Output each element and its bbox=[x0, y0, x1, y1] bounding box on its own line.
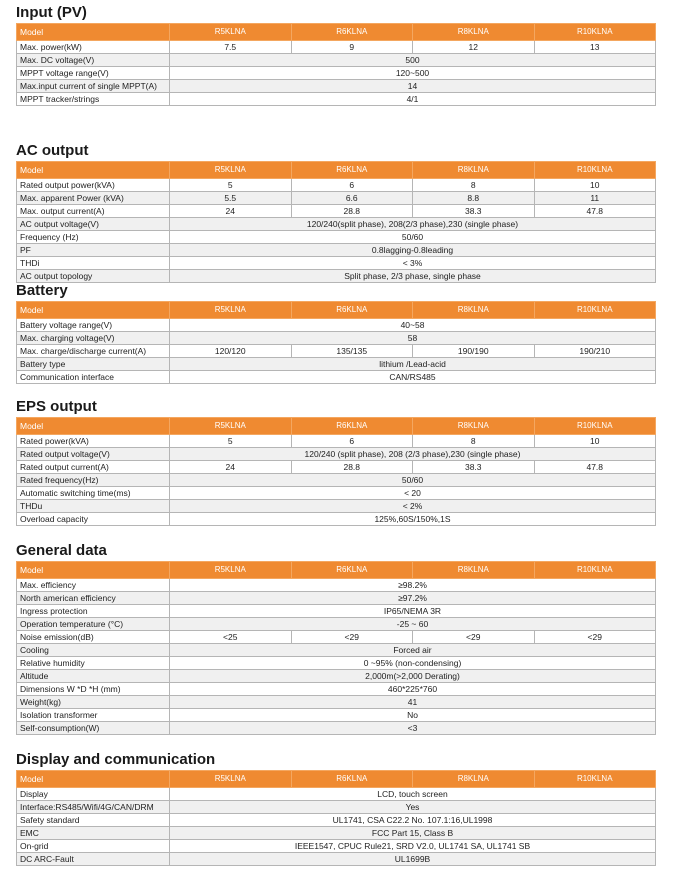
model-header-r10klna: R10KLNA bbox=[534, 562, 656, 579]
row-value-all-models: ≥97.2% bbox=[170, 592, 656, 605]
row-label: MPPT voltage range(V) bbox=[17, 67, 170, 80]
table-row bbox=[17, 244, 656, 257]
section-eps-output bbox=[16, 397, 655, 526]
table-row bbox=[17, 840, 656, 853]
row-label: On-grid bbox=[17, 840, 170, 853]
row-value-all-models: Forced air bbox=[170, 644, 656, 657]
row-value-r8klna: 8.8 bbox=[413, 192, 535, 205]
row-value-r8klna: 12 bbox=[413, 41, 535, 54]
row-value-all-models: 500 bbox=[170, 54, 656, 67]
row-value-all-models: <3 bbox=[170, 722, 656, 735]
model-header-r10klna: R10KLNA bbox=[534, 418, 656, 435]
row-value-r5klna: 5 bbox=[170, 179, 292, 192]
table-row bbox=[17, 709, 656, 722]
row-value-r6klna: 28.8 bbox=[291, 205, 413, 218]
row-value-all-models: IEEE1547, CPUC Rule21, SRD V2.0, UL1741 SA, UL1741 SB bbox=[170, 840, 656, 853]
row-value-all-models: < 2% bbox=[170, 500, 656, 513]
table-row bbox=[17, 80, 656, 93]
section-title: General data bbox=[16, 542, 107, 559]
section-title: Battery bbox=[16, 282, 68, 299]
model-header-r6klna: R6KLNA bbox=[291, 771, 413, 788]
table-header-row bbox=[17, 24, 656, 41]
table-header-row bbox=[17, 418, 656, 435]
row-value-all-models: 4/1 bbox=[170, 93, 656, 106]
row-value-all-models: 120/240(split phase), 208(2/3 phase),230 (single phase) bbox=[170, 218, 656, 231]
row-value-all-models: 14 bbox=[170, 80, 656, 93]
row-label: EMC bbox=[17, 827, 170, 840]
spec-table bbox=[16, 23, 656, 106]
row-value-r6klna: 6 bbox=[291, 179, 413, 192]
model-header-r10klna: R10KLNA bbox=[534, 771, 656, 788]
table-row bbox=[17, 345, 656, 358]
row-value-r6klna: 9 bbox=[291, 41, 413, 54]
row-value-all-models: lithium /Lead-acid bbox=[170, 358, 656, 371]
row-value-all-models: 0.8lagging-0.8leading bbox=[170, 244, 656, 257]
row-value-r5klna: 7.5 bbox=[170, 41, 292, 54]
row-label: Frequency (Hz) bbox=[17, 231, 170, 244]
spec-table bbox=[16, 561, 656, 735]
row-value-r10klna: 11 bbox=[534, 192, 656, 205]
row-value-all-models: Yes bbox=[170, 801, 656, 814]
model-header-r10klna: R10KLNA bbox=[534, 162, 656, 179]
row-label: Max. power(kW) bbox=[17, 41, 170, 54]
model-header-r6klna: R6KLNA bbox=[291, 562, 413, 579]
table-row bbox=[17, 435, 656, 448]
table-row bbox=[17, 319, 656, 332]
row-value-r8klna: 8 bbox=[413, 435, 535, 448]
table-row bbox=[17, 827, 656, 840]
section-title: Display and communication bbox=[16, 751, 216, 768]
row-value-all-models: 0 ~95% (non-condensing) bbox=[170, 657, 656, 670]
row-label: DC ARC-Fault bbox=[17, 853, 170, 866]
model-header-r6klna: R6KLNA bbox=[291, 302, 413, 319]
row-label: Interface:RS485/Wifi/4G/CAN/DRM bbox=[17, 801, 170, 814]
row-value-r6klna: 135/135 bbox=[291, 345, 413, 358]
table-row bbox=[17, 605, 656, 618]
row-value-r10klna: <29 bbox=[534, 631, 656, 644]
row-label: Overload capacity bbox=[17, 513, 170, 526]
table-row bbox=[17, 257, 656, 270]
row-value-r10klna: 13 bbox=[534, 41, 656, 54]
table-row bbox=[17, 54, 656, 67]
table-row bbox=[17, 513, 656, 526]
model-header-label: Model bbox=[17, 24, 170, 41]
table-row bbox=[17, 332, 656, 345]
row-label: MPPT tracker/strings bbox=[17, 93, 170, 106]
spec-table bbox=[16, 770, 656, 866]
row-label: Display bbox=[17, 788, 170, 801]
row-value-r10klna: 190/210 bbox=[534, 345, 656, 358]
table-row bbox=[17, 788, 656, 801]
row-value-r10klna: 10 bbox=[534, 179, 656, 192]
model-header-r8klna: R8KLNA bbox=[413, 162, 535, 179]
row-value-r10klna: 47.8 bbox=[534, 205, 656, 218]
table-header-row bbox=[17, 771, 656, 788]
row-label: Rated output power(kVA) bbox=[17, 179, 170, 192]
row-value-all-models: 41 bbox=[170, 696, 656, 709]
section-title: AC output bbox=[16, 142, 89, 159]
row-label: Rated output current(A) bbox=[17, 461, 170, 474]
row-value-r5klna: 120/120 bbox=[170, 345, 292, 358]
row-value-all-models: LCD, touch screen bbox=[170, 788, 656, 801]
row-value-r6klna: 6.6 bbox=[291, 192, 413, 205]
table-row bbox=[17, 618, 656, 631]
table-row bbox=[17, 644, 656, 657]
section-title: EPS output bbox=[16, 398, 97, 415]
row-label: Altitude bbox=[17, 670, 170, 683]
model-header-label: Model bbox=[17, 418, 170, 435]
spec-table bbox=[16, 417, 656, 526]
row-value-all-models: 58 bbox=[170, 332, 656, 345]
row-label: Max. charging voltage(V) bbox=[17, 332, 170, 345]
table-row bbox=[17, 801, 656, 814]
model-header-r8klna: R8KLNA bbox=[413, 771, 535, 788]
table-row bbox=[17, 41, 656, 54]
spec-table bbox=[16, 161, 656, 283]
row-value-all-models: CAN/RS485 bbox=[170, 371, 656, 384]
table-row bbox=[17, 231, 656, 244]
row-value-all-models: IP65/NEMA 3R bbox=[170, 605, 656, 618]
row-label: North american efficiency bbox=[17, 592, 170, 605]
table-row bbox=[17, 696, 656, 709]
section-battery bbox=[16, 281, 655, 384]
row-value-all-models: -25 ~ 60 bbox=[170, 618, 656, 631]
table-header-row bbox=[17, 162, 656, 179]
table-row bbox=[17, 67, 656, 80]
model-header-r8klna: R8KLNA bbox=[413, 418, 535, 435]
row-value-all-models: 125%,60S/150%,1S bbox=[170, 513, 656, 526]
section-general-data bbox=[16, 541, 655, 735]
model-header-r5klna: R5KLNA bbox=[170, 771, 292, 788]
row-value-all-models: < 20 bbox=[170, 487, 656, 500]
row-label: Rated power(kVA) bbox=[17, 435, 170, 448]
model-header-label: Model bbox=[17, 162, 170, 179]
model-header-label: Model bbox=[17, 302, 170, 319]
section-title: Input (PV) bbox=[16, 4, 87, 21]
row-value-r8klna: 8 bbox=[413, 179, 535, 192]
row-label: Dimensions W *D *H (mm) bbox=[17, 683, 170, 696]
row-label: Safety standard bbox=[17, 814, 170, 827]
row-label: AC output topology bbox=[17, 270, 170, 283]
row-value-r6klna: 28.8 bbox=[291, 461, 413, 474]
model-header-r5klna: R5KLNA bbox=[170, 302, 292, 319]
table-row bbox=[17, 657, 656, 670]
table-row bbox=[17, 179, 656, 192]
row-value-all-models: 50/60 bbox=[170, 474, 656, 487]
table-row bbox=[17, 579, 656, 592]
model-header-r8klna: R8KLNA bbox=[413, 24, 535, 41]
model-header-r6klna: R6KLNA bbox=[291, 24, 413, 41]
row-label: Max. apparent Power (kVA) bbox=[17, 192, 170, 205]
table-row bbox=[17, 461, 656, 474]
row-value-r5klna: <25 bbox=[170, 631, 292, 644]
row-value-r5klna: 24 bbox=[170, 461, 292, 474]
row-value-all-models: 40~58 bbox=[170, 319, 656, 332]
row-value-all-models: 50/60 bbox=[170, 231, 656, 244]
row-value-all-models: 120~500 bbox=[170, 67, 656, 80]
table-row bbox=[17, 371, 656, 384]
row-label: Operation temperature (°C) bbox=[17, 618, 170, 631]
table-row bbox=[17, 670, 656, 683]
table-row bbox=[17, 631, 656, 644]
row-value-all-models: FCC Part 15, Class B bbox=[170, 827, 656, 840]
row-value-r10klna: 47.8 bbox=[534, 461, 656, 474]
row-value-r6klna: <29 bbox=[291, 631, 413, 644]
row-value-all-models: Split phase, 2/3 phase, single phase bbox=[170, 270, 656, 283]
table-row bbox=[17, 722, 656, 735]
row-label: Max. efficiency bbox=[17, 579, 170, 592]
table-row bbox=[17, 853, 656, 866]
table-row bbox=[17, 683, 656, 696]
row-label: THDu bbox=[17, 500, 170, 513]
table-row bbox=[17, 205, 656, 218]
table-row bbox=[17, 592, 656, 605]
row-label: Ingress protection bbox=[17, 605, 170, 618]
row-label: Max.input current of single MPPT(A) bbox=[17, 80, 170, 93]
spec-table bbox=[16, 301, 656, 384]
row-value-r8klna: 38.3 bbox=[413, 461, 535, 474]
row-label: Cooling bbox=[17, 644, 170, 657]
row-label: Rated frequency(Hz) bbox=[17, 474, 170, 487]
row-label: PF bbox=[17, 244, 170, 257]
table-row bbox=[17, 93, 656, 106]
row-label: Noise emission(dB) bbox=[17, 631, 170, 644]
table-row bbox=[17, 814, 656, 827]
row-value-r6klna: 6 bbox=[291, 435, 413, 448]
row-label: Relative humidity bbox=[17, 657, 170, 670]
row-label: AC output voltage(V) bbox=[17, 218, 170, 231]
model-header-r6klna: R6KLNA bbox=[291, 418, 413, 435]
row-label: Battery voltage range(V) bbox=[17, 319, 170, 332]
row-label: Max. charge/discharge current(A) bbox=[17, 345, 170, 358]
model-header-label: Model bbox=[17, 562, 170, 579]
table-header-row bbox=[17, 302, 656, 319]
row-label: Communication interface bbox=[17, 371, 170, 384]
model-header-label: Model bbox=[17, 771, 170, 788]
row-label: Rated output voltage(V) bbox=[17, 448, 170, 461]
table-row bbox=[17, 192, 656, 205]
row-value-all-models: No bbox=[170, 709, 656, 722]
row-label: Weight(kg) bbox=[17, 696, 170, 709]
row-label: Max. output current(A) bbox=[17, 205, 170, 218]
table-row bbox=[17, 358, 656, 371]
model-header-r5klna: R5KLNA bbox=[170, 24, 292, 41]
model-header-r5klna: R5KLNA bbox=[170, 562, 292, 579]
row-value-all-models: < 3% bbox=[170, 257, 656, 270]
row-value-all-models: 460*225*760 bbox=[170, 683, 656, 696]
row-value-r8klna: <29 bbox=[413, 631, 535, 644]
row-value-all-models: 120/240 (split phase), 208 (2/3 phase),230 (single phase) bbox=[170, 448, 656, 461]
model-header-r5klna: R5KLNA bbox=[170, 418, 292, 435]
row-label: Self-consumption(W) bbox=[17, 722, 170, 735]
row-value-r5klna: 5 bbox=[170, 435, 292, 448]
table-row bbox=[17, 218, 656, 231]
model-header-r10klna: R10KLNA bbox=[534, 302, 656, 319]
section-ac-output bbox=[16, 141, 655, 283]
table-row bbox=[17, 474, 656, 487]
row-value-all-models: ≥98.2% bbox=[170, 579, 656, 592]
row-value-all-models: UL1699B bbox=[170, 853, 656, 866]
model-header-r10klna: R10KLNA bbox=[534, 24, 656, 41]
table-row bbox=[17, 500, 656, 513]
section-display-communication bbox=[16, 750, 655, 866]
row-label: Automatic switching time(ms) bbox=[17, 487, 170, 500]
row-value-r8klna: 38.3 bbox=[413, 205, 535, 218]
model-header-r5klna: R5KLNA bbox=[170, 162, 292, 179]
model-header-r6klna: R6KLNA bbox=[291, 162, 413, 179]
row-label: Max. DC voltage(V) bbox=[17, 54, 170, 67]
table-header-row bbox=[17, 562, 656, 579]
row-label: Battery type bbox=[17, 358, 170, 371]
model-header-r8klna: R8KLNA bbox=[413, 562, 535, 579]
row-label: THDi bbox=[17, 257, 170, 270]
row-value-r5klna: 24 bbox=[170, 205, 292, 218]
row-value-r10klna: 10 bbox=[534, 435, 656, 448]
table-row bbox=[17, 448, 656, 461]
table-row bbox=[17, 487, 656, 500]
row-value-r5klna: 5.5 bbox=[170, 192, 292, 205]
row-value-r8klna: 190/190 bbox=[413, 345, 535, 358]
row-label: Isolation transformer bbox=[17, 709, 170, 722]
model-header-r8klna: R8KLNA bbox=[413, 302, 535, 319]
row-value-all-models: UL1741, CSA C22.2 No. 107.1:16,UL1998 bbox=[170, 814, 656, 827]
row-value-all-models: 2,000m(>2,000 Derating) bbox=[170, 670, 656, 683]
section-input-pv bbox=[16, 3, 655, 106]
